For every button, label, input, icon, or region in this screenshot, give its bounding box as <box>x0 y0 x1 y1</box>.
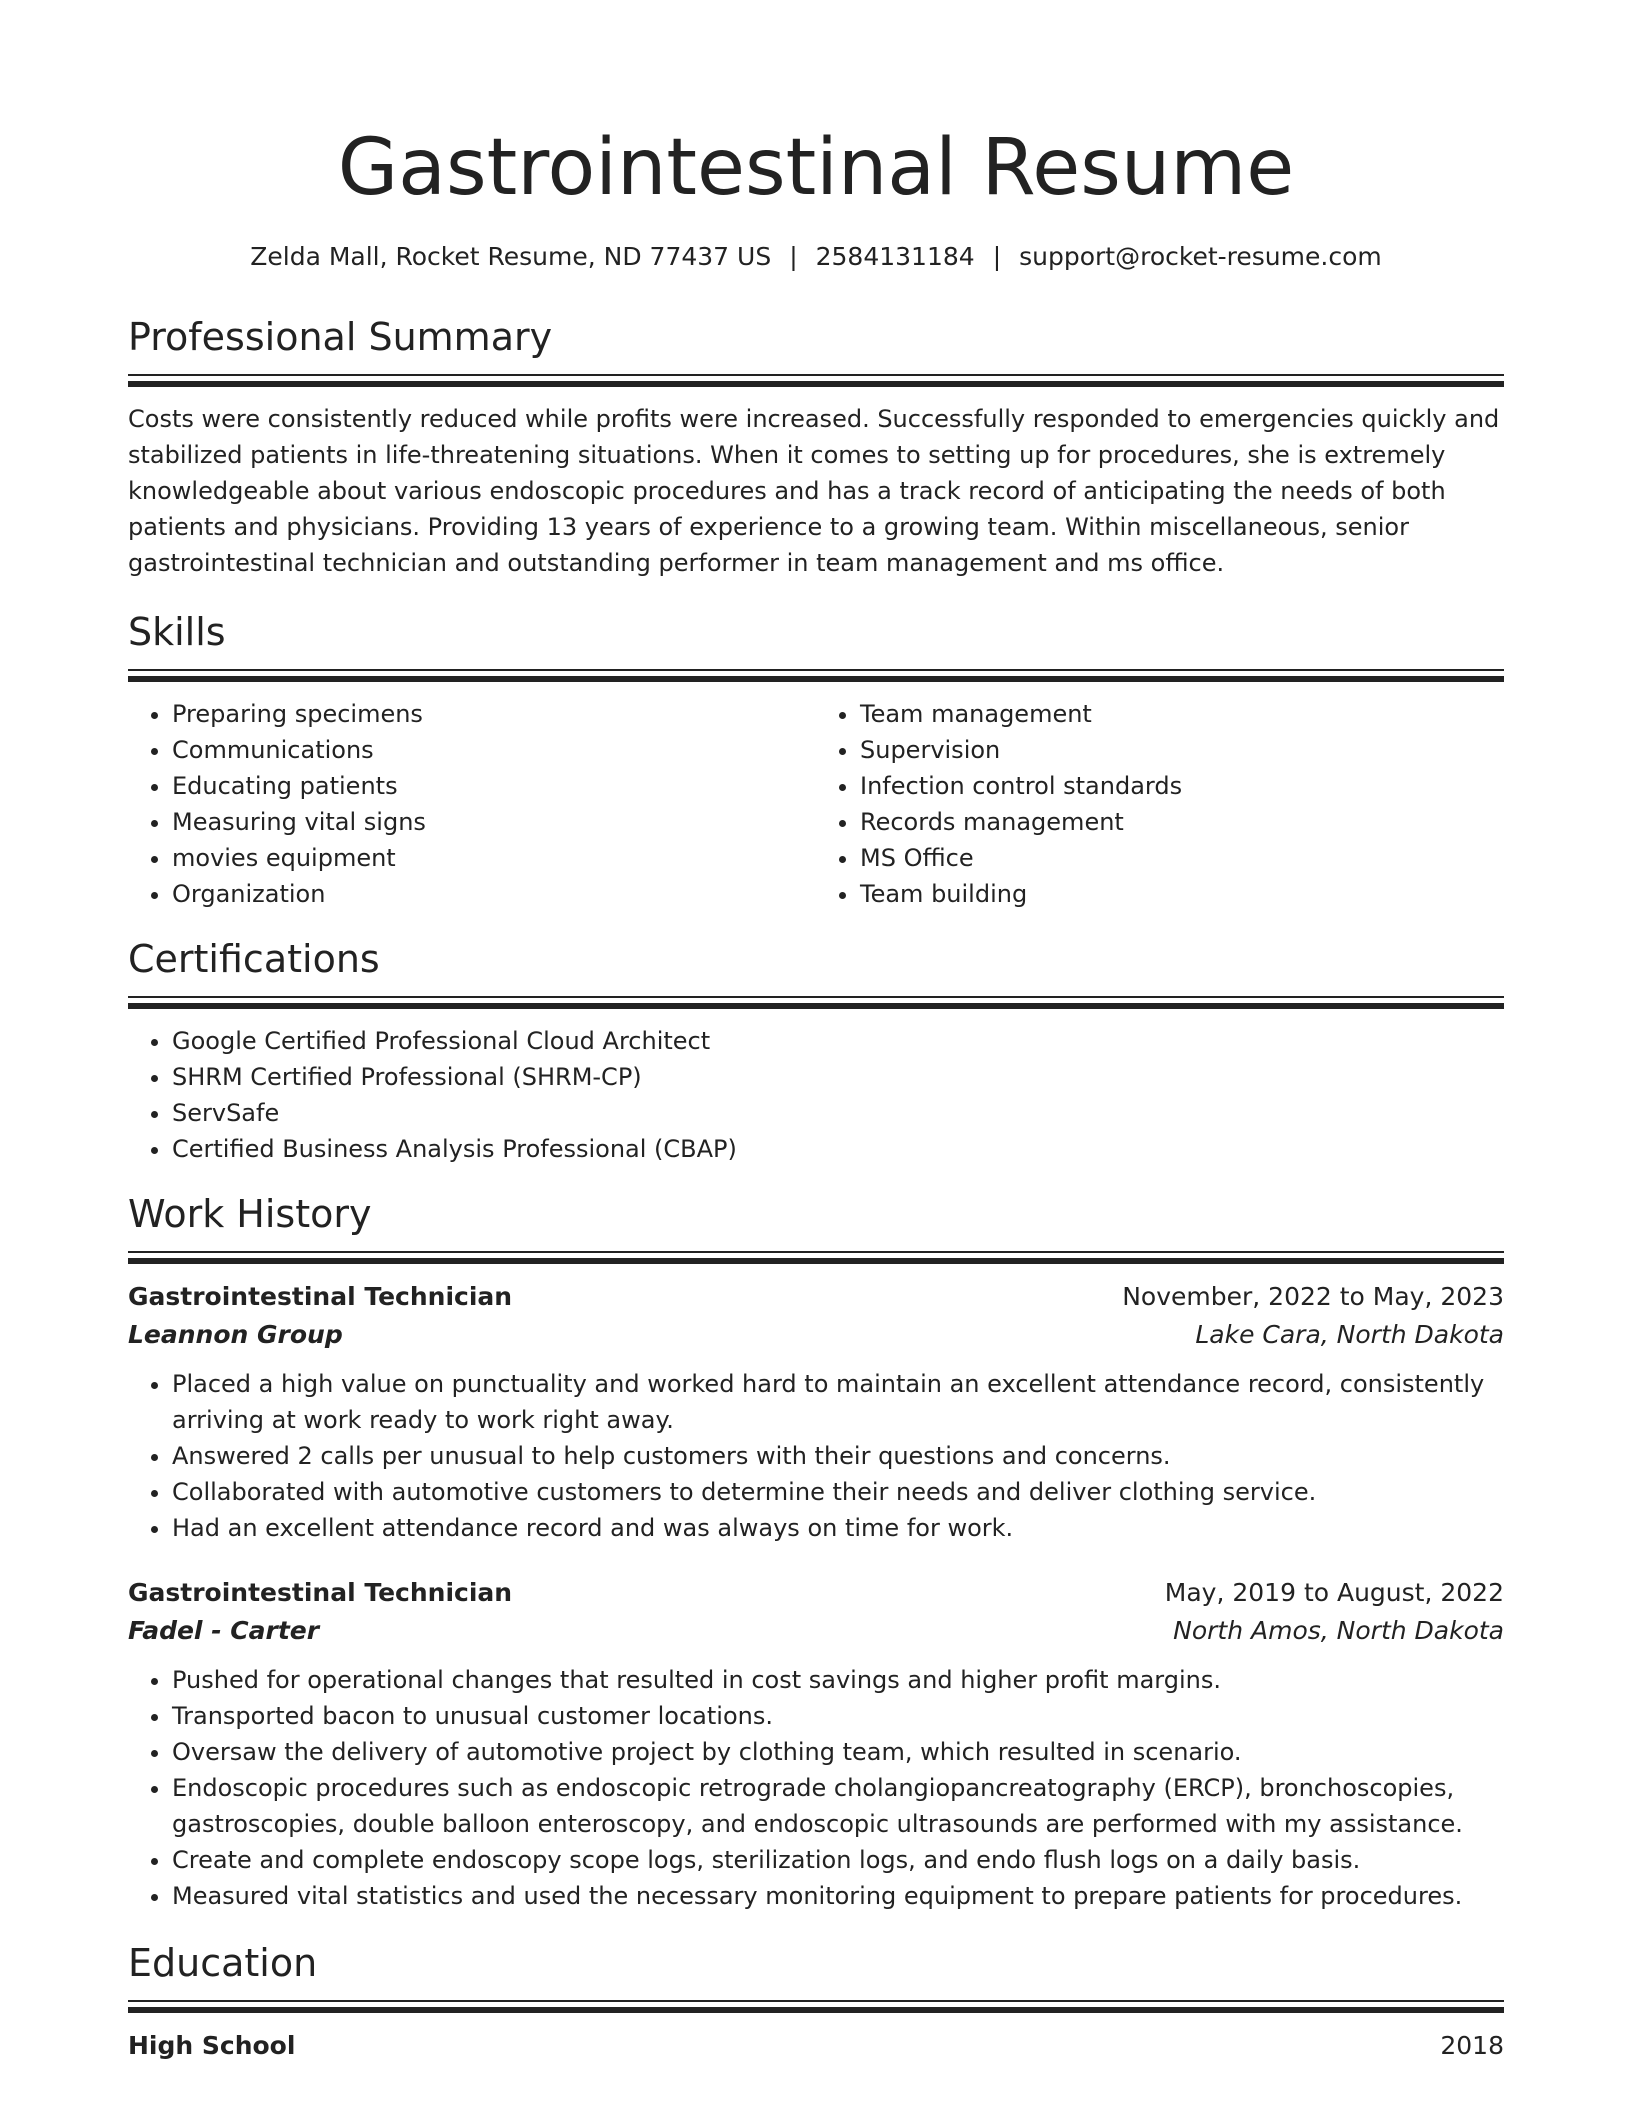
certification-item: • ServSafe <box>172 1095 1504 1131</box>
certification-item: • Certified Business Analysis Professional (CBAP) <box>172 1131 1504 1167</box>
job-header <box>128 1278 1504 1316</box>
job-bullet: • Had an excellent attendance record and was always on time for work. <box>172 1510 1504 1546</box>
education-degree: High School <box>128 2031 296 2060</box>
job-bullet: • Pushed for operational changes that resulted in cost savings and higher profit margins. <box>172 1662 1504 1698</box>
job-bullet: • Collaborated with automotive customers to determine their needs and deliver clothing service. <box>172 1474 1504 1510</box>
skills-section <box>128 607 1504 912</box>
job-bullets <box>128 1662 1504 1914</box>
job-bullet: • Transported bacon to unusual customer locations. <box>172 1698 1504 1734</box>
job-bullets <box>128 1366 1504 1546</box>
contact-separator: | <box>992 242 1002 271</box>
job-location: Lake Cara, North Dakota <box>1195 1320 1504 1349</box>
education-entry <box>128 2027 1504 2065</box>
certification-item: • SHRM Certified Professional (SHRM-CP) <box>172 1059 1504 1095</box>
section-title-summary: Professional Summary <box>128 315 553 359</box>
job-subheader <box>128 1316 1504 1354</box>
skill-item: • MS Office <box>860 840 1504 876</box>
job-bullet: • Measured vital statistics and used the necessary monitoring equipment to prepare patients for procedures. <box>172 1878 1504 1914</box>
section-divider <box>128 996 1504 1009</box>
section-divider <box>128 1251 1504 1264</box>
section-title-skills: Skills <box>128 610 226 654</box>
job-dates: May, 2019 to August, 2022 <box>1164 1578 1504 1607</box>
contact-address: Zelda Mall, Rocket Resume, ND 77437 US <box>250 242 772 271</box>
job-bullet: • Answered 2 calls per unusual to help customers with their questions and concerns. <box>172 1438 1504 1474</box>
skill-item: • Supervision <box>860 732 1504 768</box>
section-title-work-history: Work History <box>128 1192 372 1236</box>
job-header <box>128 1574 1504 1612</box>
section-divider <box>128 669 1504 682</box>
skill-item: • Team management <box>860 696 1504 732</box>
work-history-section <box>128 1189 1504 1914</box>
job-company: Leannon Group <box>128 1320 343 1349</box>
skill-item: • Records management <box>860 804 1504 840</box>
skill-item: • Infection control standards <box>860 768 1504 804</box>
education-year: 2018 <box>1440 2031 1504 2060</box>
job-dates: November, 2022 to May, 2023 <box>1122 1282 1504 1311</box>
skills-list-left <box>128 696 816 912</box>
resume-title: Gastrointestinal Resume <box>337 123 1295 213</box>
certification-item: • Google Certified Professional Cloud Architect <box>172 1023 1504 1059</box>
job-bullet: • Endoscopic procedures such as endoscopic retrograde cholangiopancreatography (ERCP), bronchoscopies, gastroscopies, double balloon enteroscopy, and endoscopic ultrasounds are performed with my assistance. <box>172 1770 1504 1842</box>
contact-line <box>128 240 1504 274</box>
section-divider <box>128 374 1504 387</box>
education-section <box>128 1938 1504 2065</box>
contact-email: support@rocket-resume.com <box>1019 242 1382 271</box>
job-company: Fadel - Carter <box>128 1616 320 1645</box>
skill-item: • Organization <box>172 876 816 912</box>
certifications-section <box>128 934 1504 1167</box>
job-entry <box>128 1278 1504 1546</box>
job-subheader <box>128 1612 1504 1650</box>
skill-item: • Preparing specimens <box>172 696 816 732</box>
skill-item: • Communications <box>172 732 816 768</box>
skills-list-right <box>816 696 1504 912</box>
job-bullet: • Create and complete endoscopy scope logs, sterilization logs, and endo flush logs on a daily basis. <box>172 1842 1504 1878</box>
section-title-certifications: Certifications <box>128 937 380 981</box>
skills-grid <box>128 696 1504 912</box>
job-entry <box>128 1574 1504 1914</box>
skill-item: • Measuring vital signs <box>172 804 816 840</box>
section-divider <box>128 2000 1504 2013</box>
contact-separator: | <box>789 242 798 271</box>
job-title: Gastrointestinal Technician <box>128 1578 513 1607</box>
section-title-education: Education <box>128 1941 318 1985</box>
job-bullet: • Placed a high value on punctuality and worked hard to maintain an excellent attendance record, consistently arriving at work ready to work right away. <box>172 1366 1504 1438</box>
skill-item: • movies equipment <box>172 840 816 876</box>
contact-phone: 2584131184 <box>815 242 975 271</box>
job-location: North Amos, North Dakota <box>1173 1616 1504 1645</box>
summary-section <box>128 312 1504 581</box>
summary-text: Costs were consistently reduced while profits were increased. Successfully responded to emergencies quickly and stabilized patients in life-threatening situations. When it comes to setting up for procedures, she is extremely knowledgeable about various endoscopic procedures and has a track record of anticipating the needs of both patients and physicians. Providing 13 years of experience to a growing team. Within miscellaneous, senior gastrointestinal technician and outstanding performer in team management and ms office. <box>128 405 1500 577</box>
skill-item: • Team building <box>860 876 1504 912</box>
job-bullet: • Oversaw the delivery of automotive project by clothing team, which resulted in scenario. <box>172 1734 1504 1770</box>
certifications-list <box>128 1023 1504 1167</box>
job-title: Gastrointestinal Technician <box>128 1282 513 1311</box>
skill-item: • Educating patients <box>172 768 816 804</box>
